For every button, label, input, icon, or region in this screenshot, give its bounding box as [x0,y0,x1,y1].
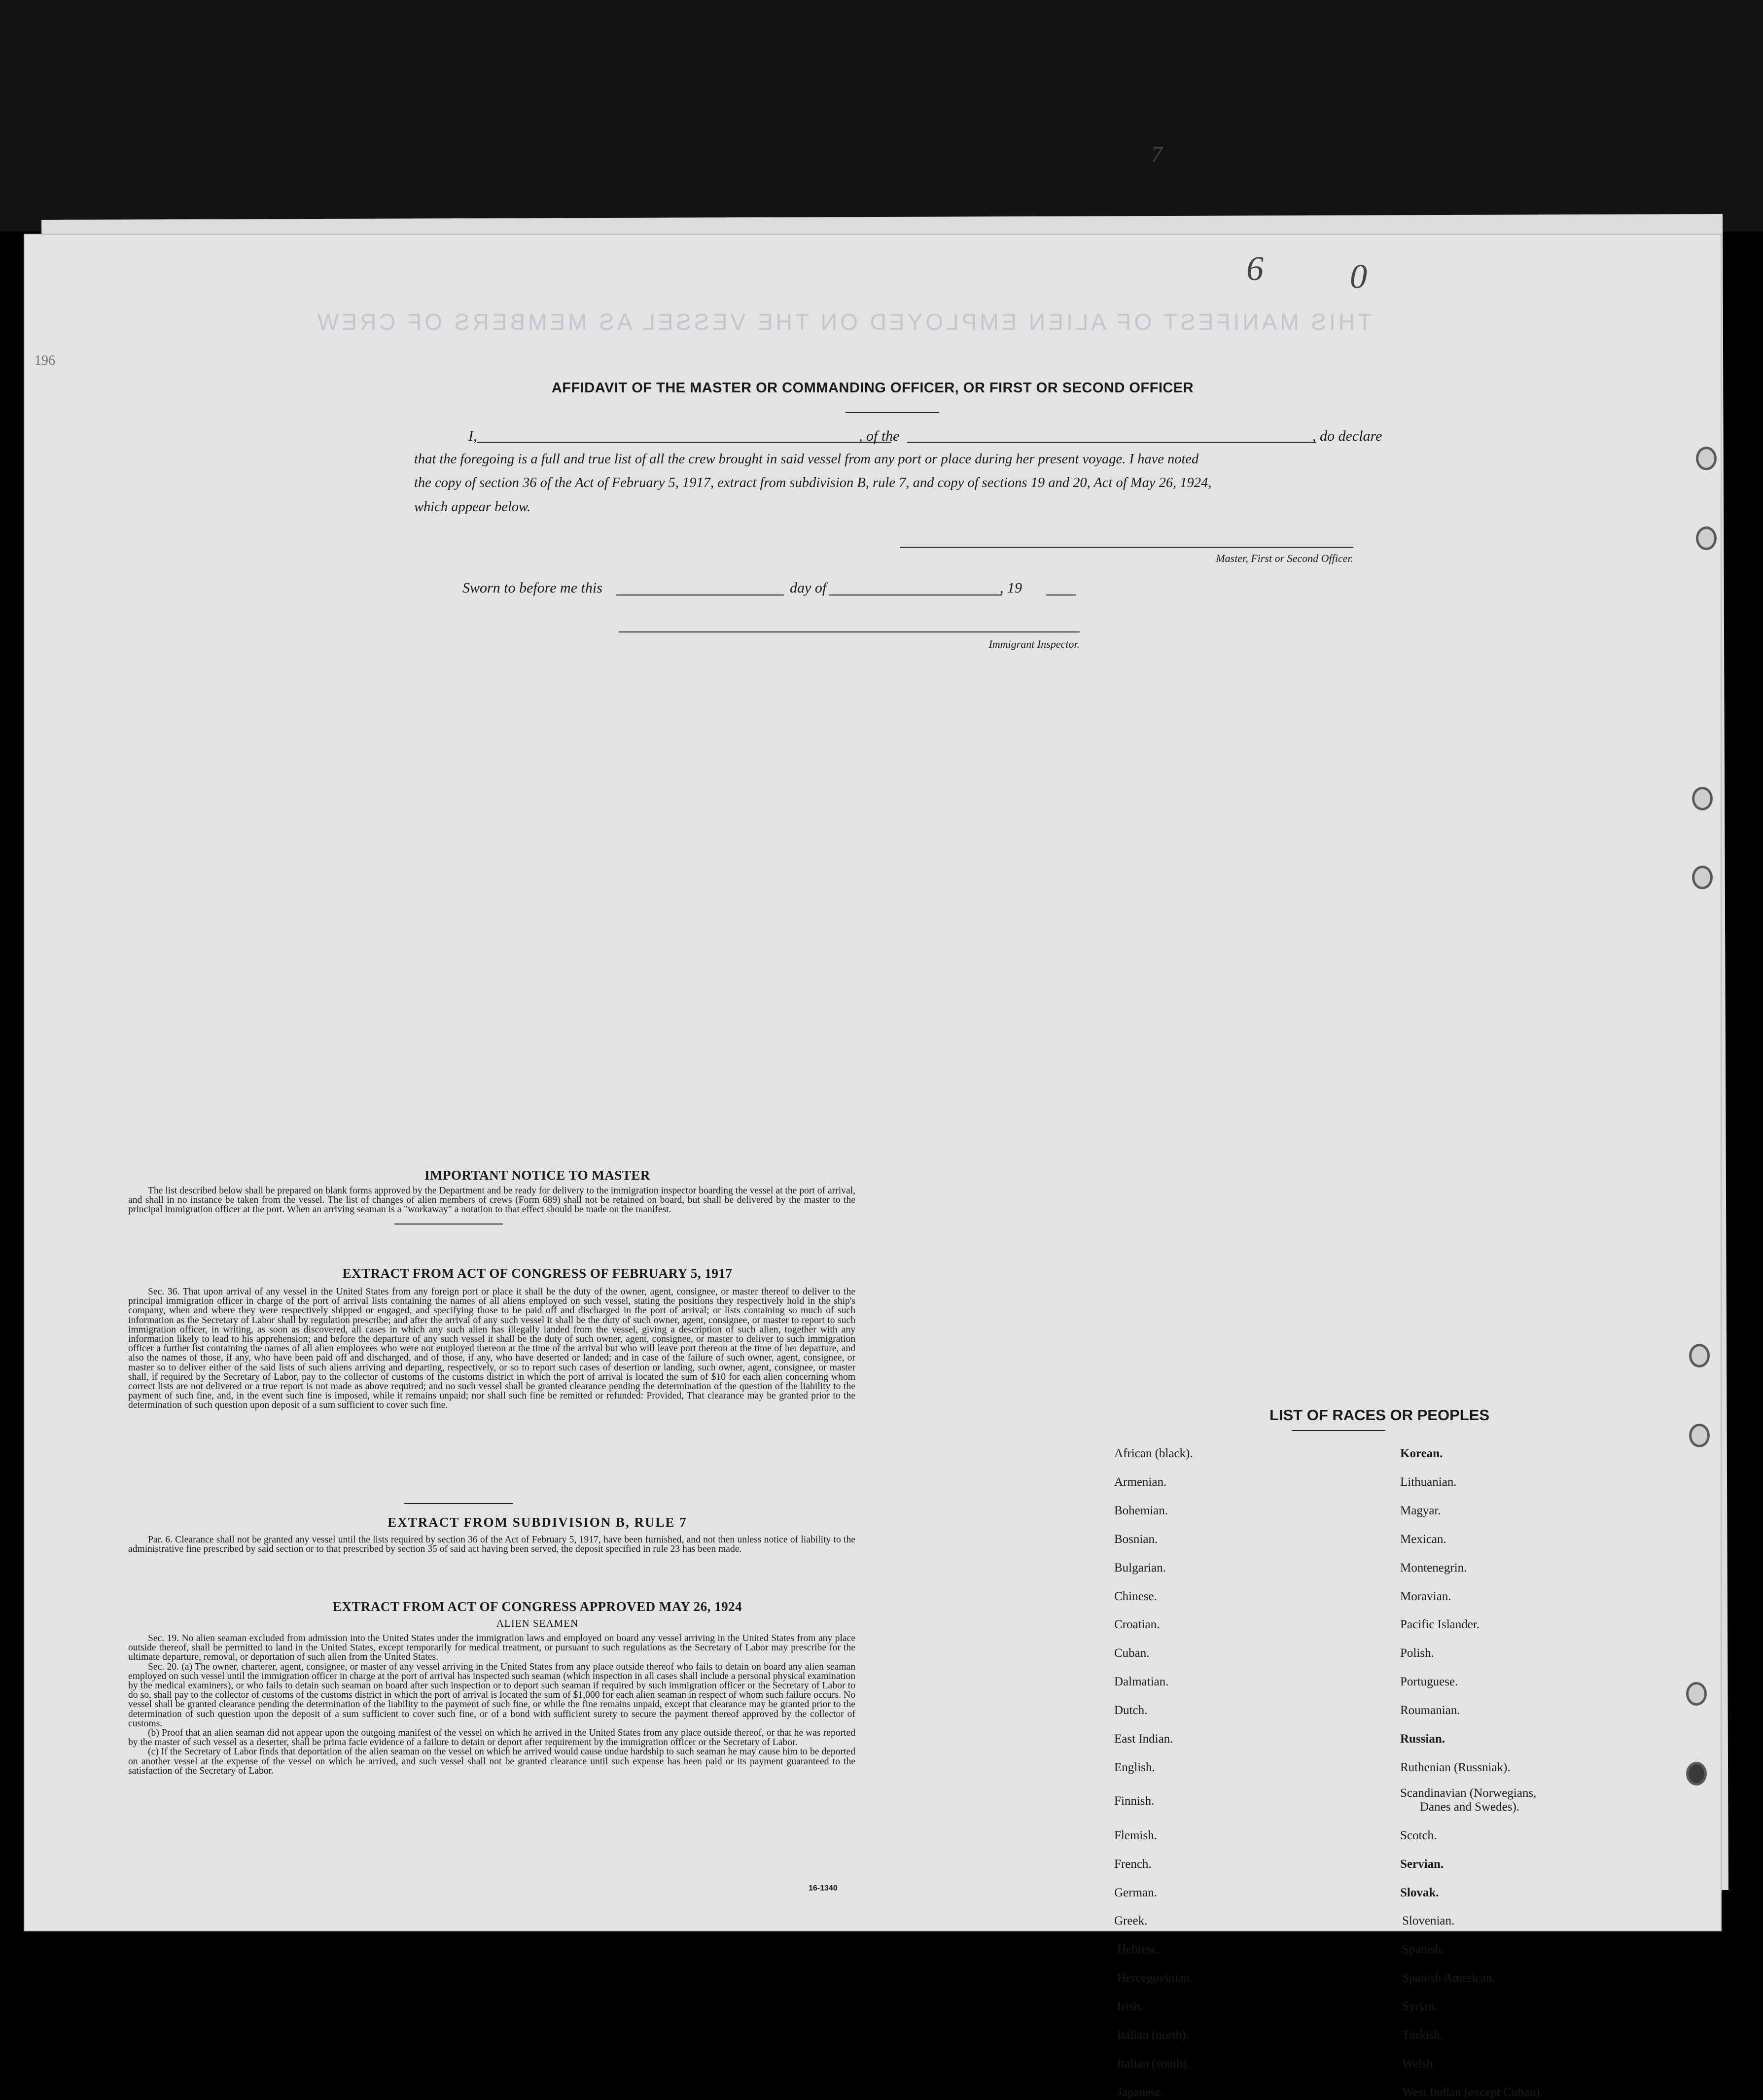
race-item: Servian. [1400,1857,1444,1871]
form-page [24,141,1722,2099]
race-item: Lithuanian. [1400,1475,1457,1489]
sworn-mid: day of [790,580,827,596]
race-item: Italian (south). [1117,2057,1190,2070]
name-blank[interactable] [477,442,891,443]
race-item: Slovak. [1400,1886,1439,1899]
notice-title: IMPORTANT NOTICE TO MASTER [424,1168,650,1183]
race-item: Hebrew. [1117,1943,1159,1957]
race-item: German. [1114,1886,1157,1899]
punch-hole [1686,1682,1707,1706]
race-item: Armenian. [1114,1475,1167,1489]
extract-rule7-title: EXTRACT FROM SUBDIVISION B, RULE 7 [388,1515,687,1530]
corner-number-left: 6 [1246,250,1264,288]
race-item: Danes and Swedes). [1420,1800,1520,1814]
affidavit-line1-mid: , of the [859,428,900,444]
sec20c-text: (c) If the Secretary of Labor finds that deportation of the alien seaman on the vessel on which he arrived would cause undue hardship to such seaman he may cause him to be deported on another vessel at the expense of the vessel on which he arrived, and such vessel shall not be granted clearance until such expense has been paid or its payment guaranteed to the satisfaction of the Secretary of Labor. [128,1747,855,1776]
extract-1917-text: Sec. 36. That upon arrival of any vessel in the United States from any foreign port or place it shall be the duty of the owner, agent, consignee, or master thereof to deliver to the principal immigration officer in charge of the port of arrival lists containing the names of all aliens employed on such vessel, stating the positions they respectively hold in the ship's company, when and where they were respectively shipped or engaged, and specifying those to be paid off and discharged in the port of arrival; or lists containing so much of such information as the Secretary of Labor shall by regulation prescribe; and after the arrival of any such vessel it shall be the duty of such owner, agent, consignee, or master to report to such immigration officer, in writing, as soon as discovered, all cases in which any such alien has illegally landed from the vessel, giving a description of such alien, together with any information likely to lead to his apprehension; and before the departure of any such vessel it shall be the duty of such owner, agent, consignee, or master to deliver to such immigration officer a further list containing the names of all alien employees who were not employed thereon at the time of the arrival but who will leave port thereon at the time of her departure, and also the names of those, if any, who have been paid off and discharged, and of those, if any, who have deserted or landed; and in case of the failure of such owner, agent, consignee, or master so to deliver either of the said lists of such aliens arriving and departing, respectively, or so to report such cases of desertion or landing, such owner, agent, consignee, or master shall, if required by the Secretary of Labor, pay to the collector of customs of the customs district in which the port of arrival is located the sum of $10 for each alien concerning whom correct lists are not delivered or a true report is not made as above required; and no such vessel shall be granted clearance pending the determination of the question of the liability to the payment of such fine, and, in the event such fine is imposed, while it remains unpaid; nor shall such fine be remitted or refunded: Provided, That clearance may be granted prior to the determination of such question upon deposit of a sum sufficient to cover such fine. [128,1287,855,1411]
race-item: Finnish. [1114,1794,1155,1808]
punch-hole [1689,1424,1710,1447]
extract-1924-title: EXTRACT FROM ACT OF CONGRESS APPROVED MAY 26, 1924 [332,1599,742,1614]
sworn-start: Sworn to before me this [462,580,602,596]
race-item: Bohemian. [1114,1504,1168,1517]
race-item: Magyar. [1400,1504,1441,1517]
master-signature-caption: Master, First or Second Officer. [1216,552,1353,564]
affidavit-line1-start: I, [468,428,477,444]
scanner-background [0,0,1763,232]
extract-1924-text [128,1634,855,1776]
race-item: Portuguese. [1400,1675,1458,1689]
section-divider [404,1503,513,1504]
race-item: Pacific Islander. [1400,1618,1480,1632]
extract-rule7-text: Par. 6. Clearance shall not be granted any vessel until the lists required by section 36 of the Act of February 5, 1917, have been furnished, and not then unless notice of liability to the administrative fine prescribed by said section or to that prescribed by section 35 of said act having been served, the deposit specified in rule 23 has been made. [128,1535,855,1555]
race-item: Dalmatian. [1114,1675,1169,1689]
title-divider [846,412,939,413]
race-item: Polish. [1400,1646,1434,1660]
race-item: Ruthenian (Russniak). [1400,1760,1511,1774]
inspector-signature-line[interactable] [619,631,1080,632]
races-title-divider [1292,1430,1385,1431]
affidavit-line3: the copy of section 36 of the Act of February 5, 1917, extract from subdivision B, rule 7, and copy of sections 19 and 20, Act of May 26, 1924, [414,475,1212,490]
extract-1917-title: EXTRACT FROM ACT OF CONGRESS OF FEBRUARY 5, 1917 [342,1266,733,1281]
affidavit-line2: that the foregoing is a full and true list of all the crew brought in said vessel from any port or place during her present voyage. I have noted [414,452,1199,467]
punch-hole [1696,526,1717,550]
race-item: Scotch. [1400,1828,1437,1842]
affidavit-line4: which appear below. [414,499,531,515]
race-item: West Indian (except Cuban). [1402,2085,1543,2099]
punch-hole [1692,866,1713,889]
race-item: Spanish. [1402,1943,1445,1957]
inspector-signature-caption: Immigrant Inspector. [988,638,1080,650]
notice-text: The list described below shall be prepared on blank forms approved by the Department and be ready for delivery to the immigration inspector boarding the vessel at the port of arrival, and shall in no instance be taken from the vessel. The list of changes of alien members of crews (Form 689) shall not be retained on board, but shall be delivered by the master to the principal immigration officer at the port. When an arriving seaman is a "workaway" a notation to that effect should be made on the manifest. [128,1186,855,1215]
race-item: African (black). [1114,1447,1193,1460]
race-item: Chinese. [1114,1589,1157,1603]
race-item: Slovenian. [1402,1914,1455,1928]
race-item: Welsh. [1402,2057,1436,2070]
race-item: Irish. [1117,2000,1143,2014]
race-item: Bosnian. [1114,1532,1158,1546]
race-item: Dutch. [1114,1704,1148,1717]
race-item: Japanese. [1117,2085,1164,2099]
race-item: Flemish. [1114,1828,1157,1842]
sec19-text: Sec. 19. No alien seaman excluded from admission into the United States under the immigration laws and employed on board any vessel arriving in the United States from any place outside thereof, shall be permitted to land in the United States, except temporarily for medical treatment, or pursuant to such regulations as the Secretary of Labor may prescribe for the ultimate departure, removal, or deportation of such alien from the United States. [128,1633,855,1663]
corner-number-right: 0 [1350,258,1367,296]
race-item: Bulgarian. [1114,1561,1166,1575]
race-item: Croatian. [1114,1618,1160,1632]
race-item: Scandinavian (Norwegians, [1400,1786,1537,1800]
race-item: Italian (north). [1117,2029,1189,2042]
sworn-end: , 19 [1000,580,1022,596]
form-number: 16-1340 [809,1884,838,1892]
punch-hole [1692,787,1713,810]
side-mark: 196 [35,353,55,368]
race-item: Turkish. [1402,2029,1444,2042]
punch-hole [1696,447,1717,470]
races-title: LIST OF RACES OR PEOPLES [1269,1406,1490,1424]
master-signature-line[interactable] [900,547,1353,548]
punch-hole [1686,1762,1707,1785]
affidavit-title: AFFIDAVIT OF THE MASTER OR COMMANDING OFFICER, OR FIRST OR SECOND OFFICER [551,380,1194,396]
race-item: English. [1114,1760,1155,1774]
race-item: Cuban. [1114,1646,1150,1660]
top-page-number: 7 [1151,141,1163,167]
race-item: Greek. [1114,1914,1148,1928]
race-item: French. [1114,1857,1152,1871]
affidavit-line1-end: , do declare [1312,428,1382,444]
race-item: Russian. [1400,1732,1446,1746]
race-item: Spanish American. [1402,1971,1495,1985]
sec20a-text: Sec. 20. (a) The owner, charterer, agent, consignee, or master of any vessel arriving in the United States from any place outside thereof who fails to detain on board any alien seaman employed on such vessel until the immigration officer in charge at the port of arrival has inspected such seaman (which inspection in all cases shall include a personal physical examination by the medical examiners), or who fails to detain such seaman on board after such inspection or to deport such seaman if required by such immigration officer or the Secretary of Labor to do so, shall pay to the collector of customs of the customs district in which the port of arrival is located the sum of $1,000 for each alien seaman in respect of whom such failure occurs. No vessel shall be granted clearance pending the determination of the liability to the payment of such fine, or while the fine remains unpaid, except that clearance may be granted prior to the determination of such question upon the deposit of a sum sufficient to cover such fine, or of a bond with sufficient surety to secure the payment thereof approved by the collector of customs. [128,1661,855,1729]
race-item: Hercegovinian. [1117,1971,1193,1985]
race-item: Moravian. [1400,1589,1451,1603]
section-divider [394,1224,503,1225]
vessel-blank[interactable] [907,442,1316,443]
race-item: Montenegrin. [1400,1561,1467,1575]
race-item: Korean. [1400,1447,1443,1460]
sec20b-text: (b) Proof that an alien seaman did not appear upon the outgoing manifest of the vessel on which he arrived in the United States from any place outside thereof, or that he was reported by the master of such vessel as a deserter, shall be prima facie evidence of a failure to detain or deport after requirement by the immigration officer or the Secretary of Labor. [128,1728,855,1748]
race-item: Syrian. [1402,2000,1438,2014]
extract-1924-subtitle: ALIEN SEAMEN [496,1617,579,1629]
bleed-through-header: THIS MANIFEST OF ALIEN EMPLOYED ON THE VESSEL AS MEMBERS OF CREW [314,309,1372,335]
punch-hole [1689,1344,1710,1367]
race-item: Roumanian. [1400,1704,1460,1717]
race-item: East Indian. [1114,1732,1173,1746]
race-item: Mexican. [1400,1532,1446,1546]
